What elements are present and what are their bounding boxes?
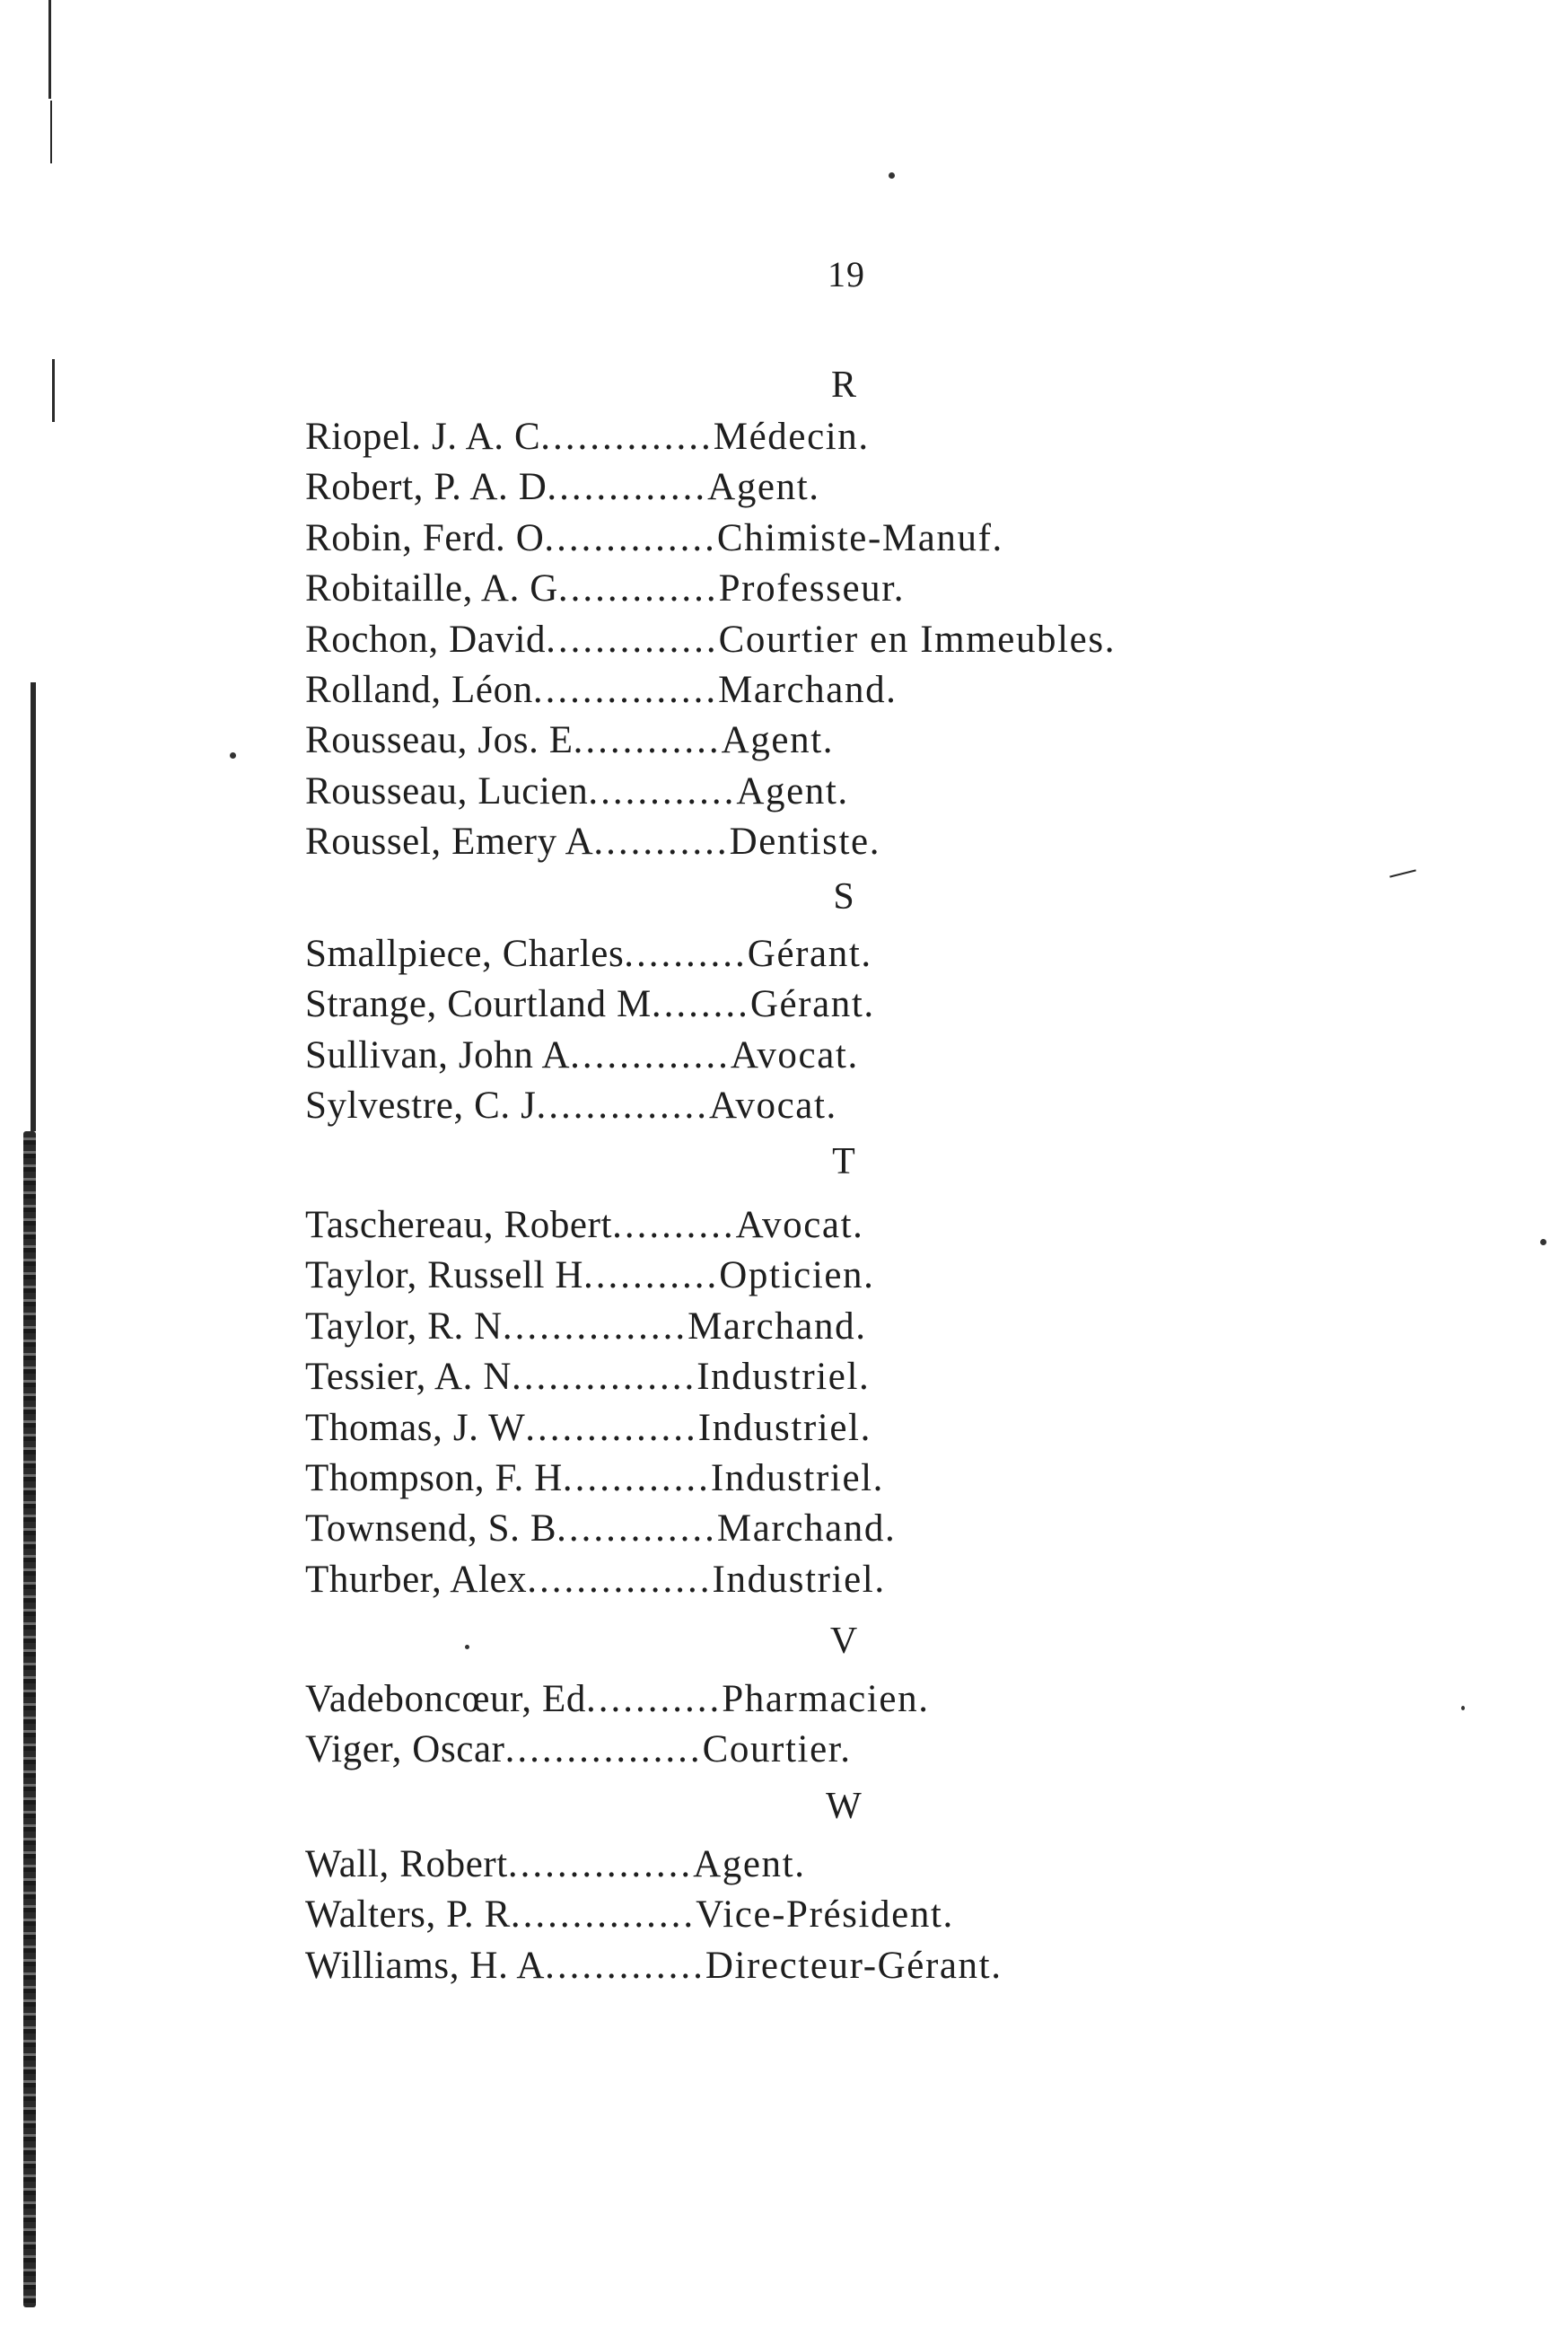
page-number: 19 — [828, 254, 865, 294]
entry-leader-dots: .............. — [544, 517, 717, 559]
section-heading: V — [829, 1621, 858, 1662]
entry-name: Rochon, David — [305, 619, 547, 661]
directory-entry — [305, 1893, 954, 1937]
entry-occupation: Agent. — [693, 1843, 806, 1885]
entry-leader-dots: ............. — [557, 567, 719, 610]
directory-entry — [305, 769, 849, 814]
directory-entry — [305, 415, 870, 460]
directory-entry — [305, 668, 898, 713]
entry-leader-dots: ............... — [511, 1356, 697, 1398]
entry-occupation: Courtier. — [702, 1728, 852, 1770]
entry-name: Tessier, A. N — [305, 1356, 512, 1398]
entry-name: Thomas, J. W — [305, 1407, 526, 1449]
directory-entry — [305, 982, 875, 1027]
directory-entry — [305, 618, 1116, 663]
entry-name: Wall, Robert — [305, 1843, 508, 1885]
entry-occupation: Avocat. — [708, 1085, 837, 1127]
entry-leader-dots: ............... — [527, 1559, 713, 1601]
entry-leader-dots: .............. — [536, 1085, 709, 1127]
entry-leader-dots: .............. — [540, 416, 714, 458]
entry-name: Roussel, Emery A — [305, 821, 594, 863]
directory-entry — [305, 1084, 837, 1129]
scan-speck — [889, 172, 895, 179]
entry-occupation: Médecin. — [713, 416, 870, 458]
entry-name: Townsend, S. B — [305, 1507, 557, 1550]
entry-occupation: Professeur. — [718, 567, 906, 610]
entry-name: Taylor, Russell H — [305, 1254, 584, 1296]
directory-entry — [305, 516, 1003, 561]
entry-leader-dots: ........... — [585, 1678, 723, 1720]
entry-occupation: Avocat. — [730, 1034, 859, 1076]
directory-entry — [305, 1727, 852, 1772]
entry-name: Vadeboncœur, Ed — [305, 1678, 586, 1720]
entry-name: Rousseau, Lucien — [305, 770, 589, 813]
entry-leader-dots: ............. — [547, 466, 708, 508]
directory-entry — [305, 1842, 806, 1887]
directory-entry — [305, 1355, 870, 1400]
section-heading: S — [833, 876, 854, 918]
entry-name: Sylvestre, C. J — [305, 1085, 537, 1127]
binding-mark-upper — [50, 101, 52, 163]
entry-occupation: Marchand. — [716, 1507, 897, 1550]
entry-occupation: Directeur-Gérant. — [705, 1945, 1003, 1987]
entry-occupation: Industriel. — [710, 1457, 885, 1499]
entry-occupation: Gérant. — [747, 933, 872, 975]
entry-occupation: Opticien. — [719, 1254, 875, 1296]
entry-leader-dots: ............... — [532, 669, 719, 711]
directory-entry — [305, 932, 872, 977]
entry-name: Thompson, F. H — [305, 1457, 563, 1499]
entry-leader-dots: ................ — [504, 1728, 703, 1770]
scan-speck — [1461, 1706, 1465, 1710]
directory-entry — [305, 820, 880, 865]
entry-leader-dots: ........... — [583, 1254, 720, 1296]
scan-speck — [230, 752, 236, 759]
entry-occupation: Vice-Président. — [696, 1893, 954, 1936]
entry-name: Smallpiece, Charles — [305, 933, 625, 975]
entry-name: Viger, Oscar — [305, 1728, 505, 1770]
entry-occupation: Industriel. — [697, 1407, 872, 1449]
entry-leader-dots: ............. — [556, 1507, 717, 1550]
entry-leader-dots: ............... — [507, 1843, 694, 1885]
directory-entry — [305, 1507, 896, 1551]
directory-entry — [305, 465, 820, 510]
entry-occupation: Gérant. — [749, 983, 875, 1025]
entry-occupation: Marchand. — [718, 669, 898, 711]
directory-entry — [305, 1253, 875, 1298]
entry-occupation: Agent. — [736, 770, 849, 813]
entry-name: Riopel. J. A. C — [305, 416, 541, 458]
directory-entry — [305, 1456, 884, 1501]
entry-name: Rousseau, Jos. E — [305, 719, 574, 761]
entry-leader-dots: .......... — [624, 933, 748, 975]
directory-entry — [305, 1677, 930, 1722]
entry-leader-dots: ........... — [593, 821, 730, 863]
scan-speck — [465, 1645, 469, 1649]
directory-entry — [305, 1203, 864, 1248]
entry-occupation: Dentiste. — [729, 821, 881, 863]
entry-leader-dots: ............... — [510, 1893, 696, 1936]
entry-name: Robin, Ferd. O — [305, 517, 545, 559]
entry-occupation: Agent. — [721, 719, 835, 761]
directory-entry — [305, 1944, 1003, 1989]
entry-name: Thurber, Alex — [305, 1559, 528, 1601]
entry-leader-dots: .......... — [612, 1204, 736, 1246]
entry-occupation: Agent. — [707, 466, 820, 508]
entry-leader-dots: ............... — [502, 1305, 688, 1348]
entry-name: Taylor, R. N — [305, 1305, 503, 1348]
entry-leader-dots: ............ — [573, 719, 722, 761]
entry-occupation: Pharmacien. — [722, 1678, 930, 1720]
entry-name: Robitaille, A. G — [305, 567, 558, 610]
entry-leader-dots: ............ — [588, 770, 737, 813]
entry-occupation: Chimiste-Manuf. — [716, 517, 1003, 559]
binding-mark-middle — [52, 359, 55, 422]
entry-leader-dots: ............ — [562, 1457, 711, 1499]
entry-leader-dots: .............. — [525, 1407, 698, 1449]
entry-name: Robert, P. A. D — [305, 466, 547, 508]
entry-name: Taschereau, Robert — [305, 1204, 613, 1246]
scan-speck — [1540, 1239, 1546, 1245]
entry-leader-dots: .............. — [546, 619, 719, 661]
directory-entry — [305, 1406, 872, 1451]
entry-leader-dots: ............. — [545, 1945, 705, 1987]
directory-entry — [305, 1305, 867, 1349]
entry-name: Sullivan, John A — [305, 1034, 571, 1076]
section-heading: T — [832, 1141, 855, 1182]
directory-entry — [305, 718, 834, 763]
entry-name: Walters, P. R — [305, 1893, 511, 1936]
directory-entry — [305, 1033, 859, 1078]
section-heading: W — [826, 1786, 862, 1827]
entry-name: Williams, H. A — [305, 1945, 546, 1987]
binding-mark-lower — [31, 682, 36, 1131]
entry-name: Strange, Courtland M — [305, 983, 652, 1025]
entry-occupation: Courtier en Immeubles. — [718, 619, 1117, 661]
entry-leader-dots: ............. — [570, 1034, 731, 1076]
section-heading: R — [830, 365, 856, 406]
entry-occupation: Industriel. — [696, 1356, 871, 1398]
binding-mark-top — [48, 0, 51, 99]
scan-mark — [1389, 869, 1416, 877]
binding-edge — [23, 1131, 36, 2307]
entry-occupation: Avocat. — [735, 1204, 864, 1246]
entry-occupation: Marchand. — [688, 1305, 867, 1348]
directory-entry — [305, 1558, 886, 1603]
directory-entry — [305, 567, 905, 611]
entry-leader-dots: ........ — [651, 983, 750, 1025]
entry-name: Rolland, Léon — [305, 669, 533, 711]
entry-occupation: Industriel. — [712, 1559, 886, 1601]
